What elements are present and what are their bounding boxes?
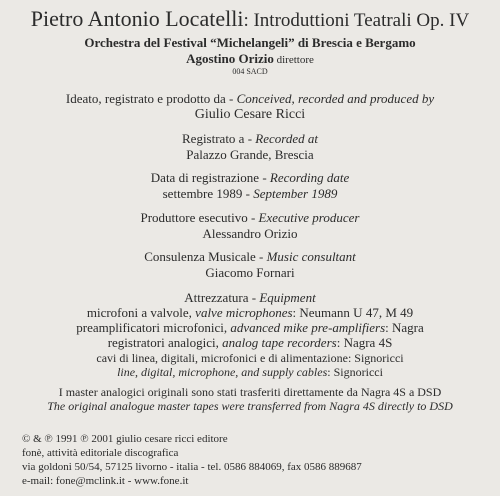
consultant-label-en: Music consultant <box>266 249 356 264</box>
consultant-name: Giacomo Fornari <box>205 265 295 280</box>
tape-recorders-it: registratori analogici, <box>107 335 223 350</box>
contact-line: e-mail: fone@mclink.it - www.fone.it <box>22 475 189 487</box>
recording-date <box>0 186 500 202</box>
date-label-it: Data di registrazione - <box>150 170 270 185</box>
conductor-role: direttore <box>273 54 314 66</box>
recorded-label-it: Registrato a - <box>182 131 256 146</box>
preamplifiers-it: preamplificatori microfonici, <box>76 320 231 335</box>
work-title: Introduttioni Teatrali Op. IV <box>253 10 470 31</box>
equipment-cables-it: cavi di linea, digitali, microfonici e di alimentazione: Signoricci <box>96 351 404 365</box>
equipment-label-en: Equipment <box>259 290 316 305</box>
microphones-en: valve microphones <box>195 305 293 320</box>
equipment-label-it: Attrezzatura - <box>184 290 260 305</box>
conductor-name: Agostino Orizio <box>186 51 274 66</box>
master-note-it: I master analogici originali sono stati trasferiti direttamente da Nagra 4S a DSD <box>58 385 442 399</box>
conceived-label-it: Ideato, registrato e prodotto da - <box>65 91 237 106</box>
title-separator: : <box>243 10 254 31</box>
recorded-label <box>0 131 500 147</box>
equipment-cables-en-line <box>0 364 500 380</box>
conductor-line <box>0 51 500 68</box>
address-line: via goldoni 50/54, 57125 livorno - italia - tel. 0586 884069, fax 0586 889687 <box>22 461 362 473</box>
equipment-label <box>0 290 500 306</box>
microphones-it: microfoni a valvole, <box>86 305 196 320</box>
copyright-line: © & ℗ 1991 ℗ 2001 giulio cesare ricci editore <box>22 433 228 445</box>
composer-name: Pietro Antonio Locatelli <box>30 6 244 31</box>
cables-en: line, digital, microphone, and supply cables <box>117 365 328 379</box>
date-label <box>0 170 500 186</box>
producer-label-it: Produttore esecutivo - <box>140 210 259 225</box>
tape-recorders-value: : Nagra 4S <box>336 335 393 350</box>
album-title <box>0 6 500 34</box>
equipment-tape-recorders <box>0 335 500 351</box>
catalog-number: 004 SACD <box>232 67 268 76</box>
producer-label-en: Executive producer <box>258 210 360 225</box>
cables-value: : Signoricci <box>327 365 383 379</box>
tape-recorders-en: analog tape recorders <box>222 335 337 350</box>
preamplifiers-en: advanced mike pre-amplifiers <box>230 320 386 335</box>
consultant-label-it: Consulenza Musicale - <box>144 249 267 264</box>
equipment-preamplifiers <box>0 320 500 336</box>
producer-name: Alessandro Orizio <box>202 226 298 241</box>
producer-label <box>0 210 500 226</box>
publisher-footer <box>22 432 362 488</box>
recording-date-it: settembre 1989 - <box>162 186 254 201</box>
recording-date-en: September 1989 <box>253 186 338 201</box>
recorded-label-en: Recorded at <box>255 131 318 146</box>
equipment-microphones <box>0 305 500 321</box>
recorded-location: Palazzo Grande, Brescia <box>186 147 314 162</box>
microphones-value: : Neumann U 47, M 49 <box>292 305 414 320</box>
conceived-name: Giulio Cesare Ricci <box>194 107 306 122</box>
company-line: fonè, attività editoriale discografica <box>22 447 179 459</box>
preamplifiers-value: : Nagra <box>385 320 424 335</box>
date-label-en: Recording date <box>269 170 350 185</box>
consultant-label <box>0 249 500 265</box>
master-note-en: The original analogue master tapes were transferred from Nagra 4S directly to DSD <box>47 399 453 413</box>
conceived-label-en: Conceived, recorded and produced by <box>236 91 435 106</box>
conceived-label <box>0 91 500 107</box>
orchestra-name: Orchestra del Festival “Michelangeli” di Brescia e Bergamo <box>84 35 416 50</box>
